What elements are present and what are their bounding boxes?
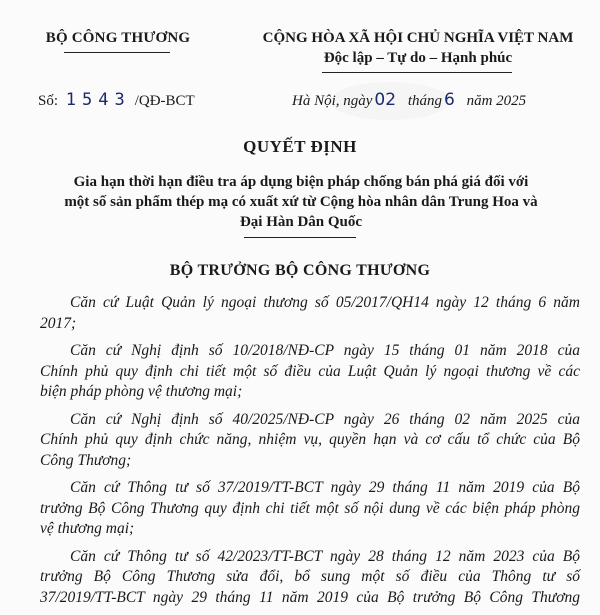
motto-underline xyxy=(322,72,512,73)
legal-basis-paragraph xyxy=(40,547,580,609)
legal-basis-paragraph xyxy=(40,478,580,540)
paragraph-line: Chính phủ quy định chi tiết một số điều của Luật Quản lý ngoại thương về các xyxy=(40,362,580,380)
date-year: năm 2025 xyxy=(466,93,527,109)
legal-basis-paragraph xyxy=(40,410,580,472)
paragraph-line: biện pháp phòng vệ thương mại; xyxy=(40,383,243,400)
ministry-underline xyxy=(64,52,170,53)
date-day: 02 xyxy=(374,90,397,110)
paragraph-line: 37/2019/TT-BCT ngày 29 tháng 11 năm 2019 của Bộ trưởng Bộ Công Thương xyxy=(40,588,580,606)
subject-line: một số sản phẩm thép mạ có xuất xứ từ Cộng hòa nhân dân Trung Hoa và xyxy=(64,194,538,210)
document-title: QUYẾT ĐỊNH xyxy=(243,137,357,156)
number-suffix: /QĐ-BCT xyxy=(134,93,195,109)
ministry-name: BỘ CÔNG THƯƠNG xyxy=(45,30,191,46)
paragraph-line: 2017; xyxy=(40,314,77,332)
paragraph-line: trưởng Bộ Công Thương sửa đổi, bổ sung một số điều của Thông tư số xyxy=(40,568,580,585)
paragraph-line: Căn cứ Thông tư số 42/2023/TT-BCT ngày 28 tháng 12 năm 2023 của Bộ xyxy=(70,547,580,565)
number-value: 1543 xyxy=(65,90,131,110)
number-prefix: Số: xyxy=(38,93,59,109)
paragraph-line: Căn cứ Nghị định số 10/2018/NĐ-CP ngày 15 tháng 01 năm 2018 của xyxy=(70,342,580,359)
subject-line: Gia hạn thời hạn điều tra áp dụng biện pháp chống bán phá giá đối với xyxy=(73,174,529,190)
legal-basis xyxy=(40,293,580,615)
paragraph-line: Chính phủ quy định chức năng, nhiệm vụ, quyền hạn và cơ cấu tổ chức của Bộ xyxy=(40,431,580,448)
paragraph-line: vệ thương mại; xyxy=(40,520,135,537)
issuing-authority: BỘ TRƯỞNG BỘ CÔNG THƯƠNG xyxy=(169,262,431,279)
document-subject xyxy=(30,172,572,232)
subject-underline xyxy=(244,237,356,238)
paragraph-line: Căn cứ Nghị định số 40/2025/NĐ-CP ngày 26 tháng 02 năm 2025 của xyxy=(70,410,580,428)
date-place: Hà Nội, ngày xyxy=(292,93,373,109)
date-month: 6 xyxy=(443,90,455,110)
national-motto: Độc lập – Tự do – Hạnh phúc xyxy=(323,50,513,66)
issue-date xyxy=(292,90,526,110)
date-month-label: tháng xyxy=(407,93,442,109)
paragraph-line: trưởng Bộ Công Thương quy định chi tiết một số nội dung về các biện pháp phòng xyxy=(40,499,580,517)
subject-line: Đại Hàn Dân Quốc xyxy=(239,214,363,230)
paragraph-line: Căn cứ Thông tư số 37/2019/TT-BCT ngày 29 tháng 11 năm 2019 của Bộ xyxy=(70,479,580,496)
document-number xyxy=(38,90,195,110)
paragraph-line: Công Thương; xyxy=(40,451,132,469)
paragraph-line: Căn cứ Luật Quản lý ngoại thương số 05/2017/QH14 ngày 12 tháng 6 năm xyxy=(70,294,580,311)
legal-basis-paragraph xyxy=(40,293,580,334)
legal-basis-paragraph xyxy=(40,341,580,403)
nation-name: CỘNG HÒA XÃ HỘI CHỦ NGHĨA VIỆT NAM xyxy=(262,30,574,46)
